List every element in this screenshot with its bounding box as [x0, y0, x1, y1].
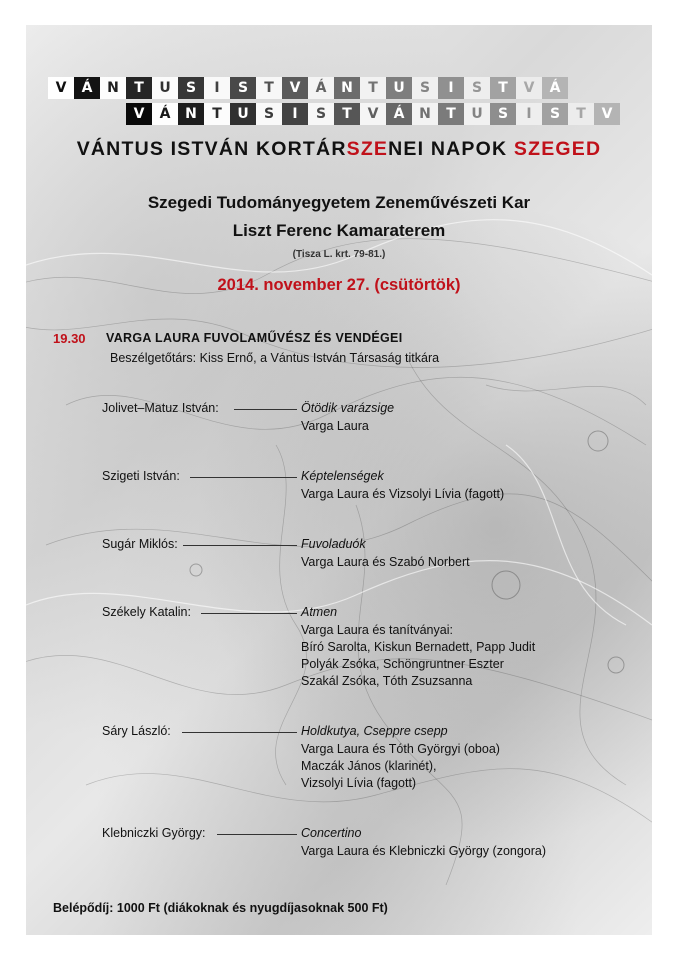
banner-letter-cell: V [360, 103, 386, 125]
performer-line: Szakál Zsóka, Tóth Zsuzsanna [301, 674, 473, 688]
banner-letter-cell: T [204, 103, 230, 125]
performer-line: Maczák János (klarinét), [301, 759, 437, 773]
banner-letter-cell: T [490, 77, 516, 99]
event-subtitle: Beszélgetőtárs: Kiss Ernő, a Vántus István Társaság titkára [110, 351, 440, 365]
banner-letter-cell: I [438, 77, 464, 99]
banner-letter-cell: V [516, 77, 542, 99]
performer-line: Varga Laura és Vizsolyi Lívia (fagott) [301, 487, 505, 501]
banner-letter-cell: Á [542, 77, 568, 99]
banner-letter-cell: S [490, 103, 516, 125]
composer-name: Sugár Miklós: [102, 537, 178, 551]
title-part-4: SZEGED [513, 138, 602, 160]
banner-letter-cell: T [334, 103, 360, 125]
leader-line [182, 732, 297, 733]
composer-name: Sáry László: [102, 724, 171, 738]
work-title: Ötödik varázsige [301, 401, 395, 415]
banner-letter-cell: S [542, 103, 568, 125]
leader-line [234, 409, 297, 410]
banner-letter-cell: S [178, 77, 204, 99]
venue-line-2: Liszt Ferenc Kamaraterem [232, 221, 446, 240]
banner-letter-cell: V [126, 103, 152, 125]
leader-line [183, 545, 297, 546]
performer-line: Bíró Sarolta, Kiskun Bernadett, Papp Judit [301, 640, 536, 654]
banner-letter-cell: T [438, 103, 464, 125]
title-part-2: SZE [346, 138, 389, 160]
performer-line: Varga Laura és Szabó Norbert [301, 555, 470, 569]
festival-title [26, 138, 652, 161]
event-time: 19.30 [53, 331, 86, 346]
title-part-1: VÁNTUS ISTVÁN KORTÁR [76, 138, 347, 160]
performer-line: Varga Laura és Tóth Györgyi (oboa) [301, 742, 500, 756]
leader-line [190, 477, 297, 478]
banner-letter-cell: S [230, 77, 256, 99]
performer-line: Polyák Zsóka, Schöngruntner Eszter [301, 657, 504, 671]
banner-letter-cell: T [568, 103, 594, 125]
banner-letter-cell: N [412, 103, 438, 125]
admission-info: Belépődíj: 1000 Ft (diákoknak és nyugdíjasoknak 500 Ft) [53, 901, 388, 915]
banner-letter-cell: S [412, 77, 438, 99]
banner-letter-cell: T [360, 77, 386, 99]
work-title: Képtelenségek [301, 469, 384, 483]
banner-letter-cell: U [464, 103, 490, 125]
composer-name: Szigeti István: [102, 469, 180, 483]
title-part-3: NEI NAPOK [388, 138, 514, 160]
banner-letter-cell: Á [308, 77, 334, 99]
banner-letter-cell: V [594, 103, 620, 125]
banner-row-top [48, 77, 568, 99]
performer-line: Vizsolyi Lívia (fagott) [301, 776, 417, 790]
event-title: VARGA LAURA FUVOLAMŰVÉSZ ÉS VENDÉGEI [106, 331, 403, 345]
banner-letter-cell: Á [386, 103, 412, 125]
banner-letter-cell: N [100, 77, 126, 99]
event-date: 2014. november 27. (csütörtök) [217, 276, 461, 294]
performer-line: Varga Laura és Klebniczki György (zongora) [301, 844, 547, 858]
banner-letter-cell: V [282, 77, 308, 99]
banner-letter-cell: S [308, 103, 334, 125]
banner-letter-cell: U [230, 103, 256, 125]
leader-line [201, 613, 297, 614]
banner-row-bottom [126, 103, 646, 125]
composer-name: Jolivet–Matuz István: [102, 401, 219, 415]
banner-letter-cell: I [282, 103, 308, 125]
banner-letter-cell: S [464, 77, 490, 99]
work-title: Holdkutya, Cseppre csepp [301, 724, 448, 738]
venue-line-1: Szegedi Tudományegyetem Zeneművészeti Kar [147, 193, 531, 212]
composer-name: Székely Katalin: [102, 605, 191, 619]
banner-letter-cell: S [256, 103, 282, 125]
banner-letter-cell: Á [152, 103, 178, 125]
work-title: Concertino [301, 826, 362, 840]
poster [26, 25, 652, 935]
composer-name: Klebniczki György: [102, 826, 206, 840]
work-title: Atmen [301, 605, 338, 619]
banner-letter-cell: Á [74, 77, 100, 99]
banner-letter-cell: I [204, 77, 230, 99]
banner-letter-cell: N [178, 103, 204, 125]
title-part-4-wrap [514, 138, 601, 160]
banner-letter-cell: I [516, 103, 542, 125]
leader-line [217, 834, 297, 835]
performer-line: Varga Laura [301, 419, 369, 433]
banner-letter-cell: V [48, 77, 74, 99]
venue-address: (Tisza L. krt. 79-81.) [292, 249, 386, 260]
banner-letter-cell: T [256, 77, 282, 99]
banner-letter-cell: U [386, 77, 412, 99]
banner-letter-cell: T [126, 77, 152, 99]
banner-letter-cell: U [152, 77, 178, 99]
performer-line: Varga Laura és tanítványai: [301, 623, 453, 637]
work-title: Fuvoladuók [301, 537, 366, 551]
banner-letter-cell: N [334, 77, 360, 99]
